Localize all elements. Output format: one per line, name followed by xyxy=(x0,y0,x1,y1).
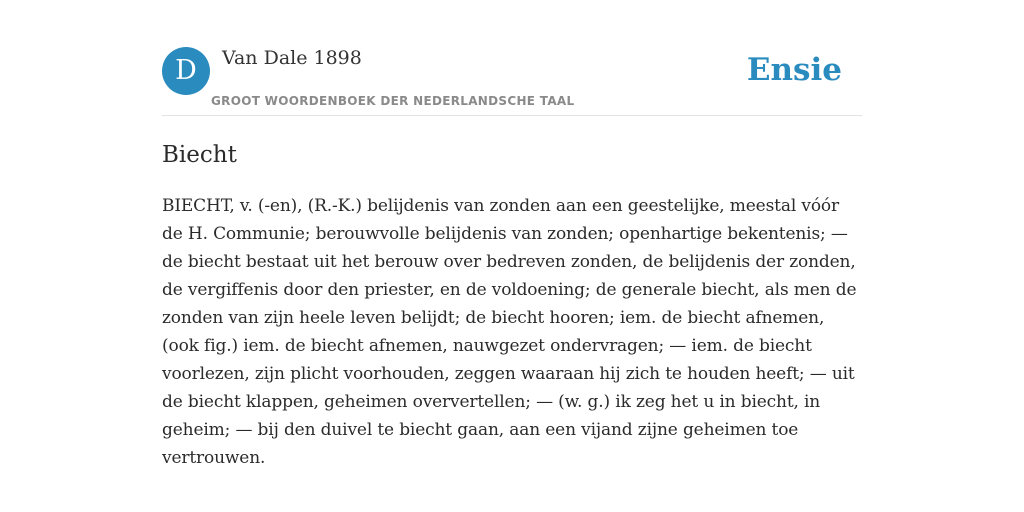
entry-headword: Biecht xyxy=(162,142,237,168)
source-title[interactable]: Van Dale 1898 xyxy=(222,47,362,69)
brand-logo[interactable]: Ensie xyxy=(746,52,842,88)
header-divider xyxy=(162,115,862,116)
source-avatar[interactable]: D xyxy=(162,47,210,95)
entry-definition: BIECHT, v. (-en), (R.-K.) belijdenis van zonden aan een geestelijke, meestal vóór de H. Communie; berouwvolle belijdenis van zonden; openhartige bekentenis; — de biecht bestaat uit het berouw over bedreven zonden, de belijdenis der zonden, de vergiffenis door den priester, en de voldoening; de generale biecht, als men de zonden van zijn heele leven belijdt; de biecht hooren; iem. de biecht afnemen, (ook fig.) iem. de biecht afnemen, nauwgezet ondervragen; — iem. de biecht voorlezen, zijn plicht voorhouden, zeggen waaraan hij zich te houden heeft; — uit de biecht klappen, geheimen oververtellen; — (w. g.) ik zeg het u in biecht, in geheim; — bij den duivel te biecht gaan, aan een vijand zijne geheimen toe vertrouwen. xyxy=(162,196,857,468)
source-subtitle: GROOT WOORDENBOEK DER NEDERLANDSCHE TAAL xyxy=(211,94,575,108)
